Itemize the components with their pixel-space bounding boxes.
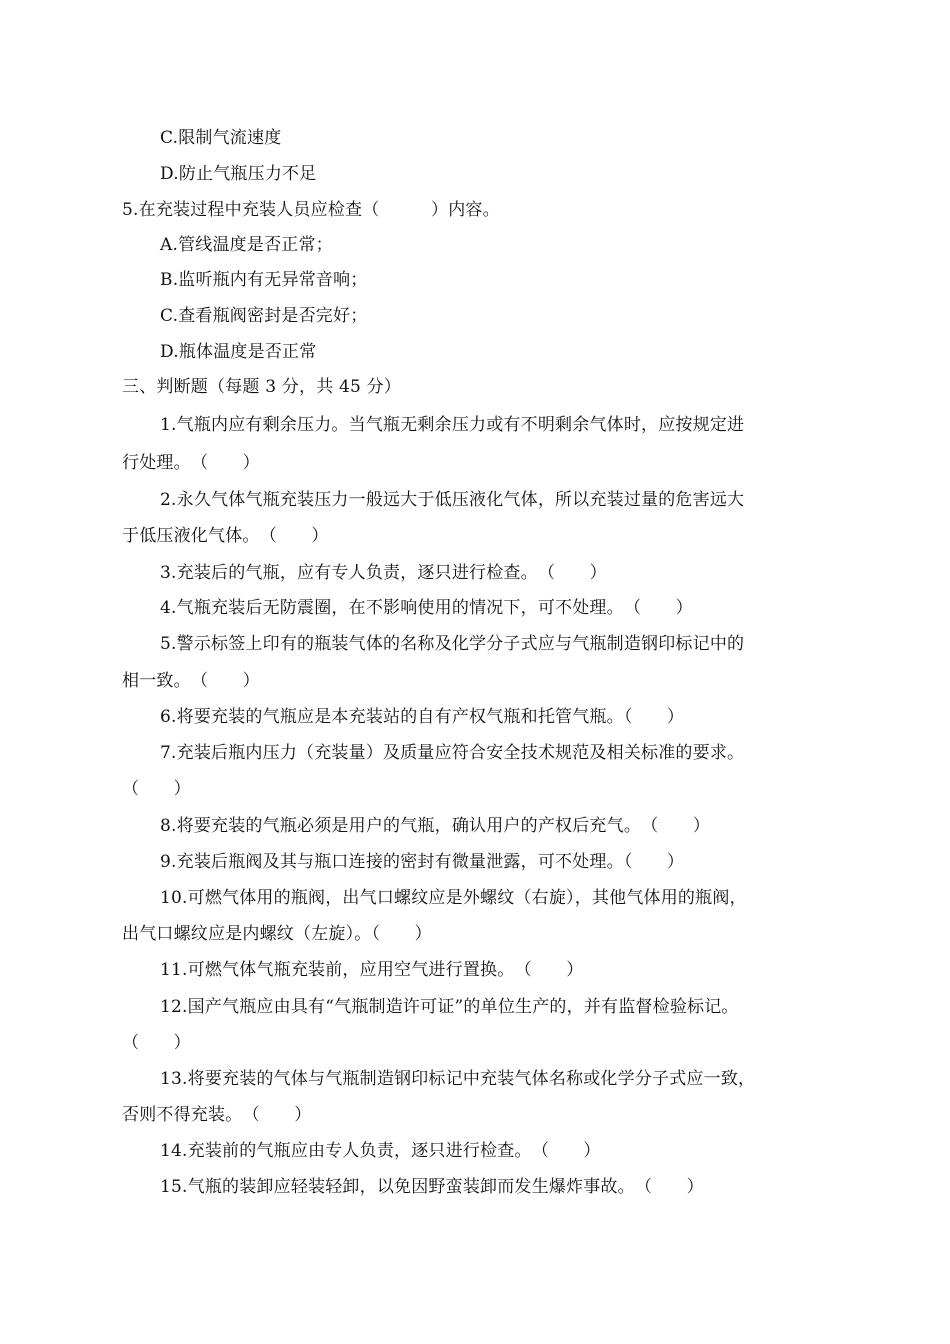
tf-item-13-cont: 否则不得充装。 （ ） [122, 1105, 312, 1125]
q4-option-d: D.防止气瓶压力不足 [160, 164, 317, 184]
tf-item-12: 12.国产气瓶应由具有“气瓶制造许可证”的单位生产的，并有监督检验标记。 [160, 997, 739, 1017]
tf-item-15: 15.气瓶的装卸应轻装轻卸，以免因野蛮装卸而发生爆炸事故。 （ ） [160, 1177, 704, 1197]
q4-option-c: C.限制气流速度 [160, 128, 282, 148]
tf-item-13: 13.将要充装的气体与气瓶制造钢印标记中充装气体名称或化学分子式应一致， [160, 1069, 756, 1089]
tf-item-5-cont: 相一致。 （ ） [122, 671, 260, 691]
question-5-stem: 5.在充装过程中充装人员应检查（ ）内容。 [122, 200, 500, 220]
q5-option-d: D.瓶体温度是否正常 [160, 342, 317, 362]
tf-item-11: 11.可燃气体气瓶充装前，应用空气进行置换。 （ ） [160, 960, 584, 980]
tf-item-9: 9.充装后瓶阀及其与瓶口连接的密封有微量泄露，可不处理。（ ） [160, 852, 685, 872]
tf-item-2-cont: 于低压液化气体。 （ ） [122, 526, 329, 546]
q5-option-a: A.管线温度是否正常； [160, 235, 333, 255]
tf-item-5: 5.警示标签上印有的瓶装气体的名称及化学分子式应与气瓶制造钢印标记中的 [160, 634, 745, 654]
tf-item-6: 6.将要充装的气瓶应是本充装站的自有产权气瓶和托管气瓶。（ ） [160, 707, 685, 727]
tf-item-3: 3.充装后的气瓶，应有专人负责，逐只进行检查。 （ ） [160, 563, 607, 583]
tf-item-12-cont: （ ） [122, 1033, 191, 1053]
tf-item-4: 4.气瓶充装后无防震圈，在不影响使用的情况下，可不处理。 （ ） [160, 598, 693, 618]
q5-option-b: B.监听瓶内有无异常音响； [160, 270, 368, 290]
section-3-title: 三、判断题（每题 3 分，共 45 分） [122, 377, 402, 397]
tf-item-10: 10.可燃气体用的瓶阀，出气口螺纹应是外螺纹（右旋），其他气体用的瓶阀， [160, 888, 747, 908]
tf-item-14: 14.充装前的气瓶应由专人负责，逐只进行检查。 （ ） [160, 1141, 601, 1161]
tf-item-1-cont: 行处理。 （ ） [122, 453, 260, 473]
tf-item-10-cont: 出气口螺纹应是内螺纹（左旋）。（ ） [122, 924, 432, 944]
tf-item-1: 1.气瓶内应有剩余压力。当气瓶无剩余压力或有不明剩余气体时，应按规定进 [160, 415, 745, 435]
tf-item-7: 7.充装后瓶内压力（充装量）及质量应符合安全技术规范及相关标准的要求。 [160, 743, 745, 763]
tf-item-7-cont: （ ） [122, 779, 191, 799]
tf-item-2: 2.永久气体气瓶充装压力一般远大于低压液化气体，所以充装过量的危害远大 [160, 490, 745, 510]
q5-option-c: C.查看瓶阀密封是否完好； [160, 306, 368, 326]
tf-item-8: 8.将要充装的气瓶必须是用户的气瓶，确认用户的产权后充气。 （ ） [160, 816, 711, 836]
